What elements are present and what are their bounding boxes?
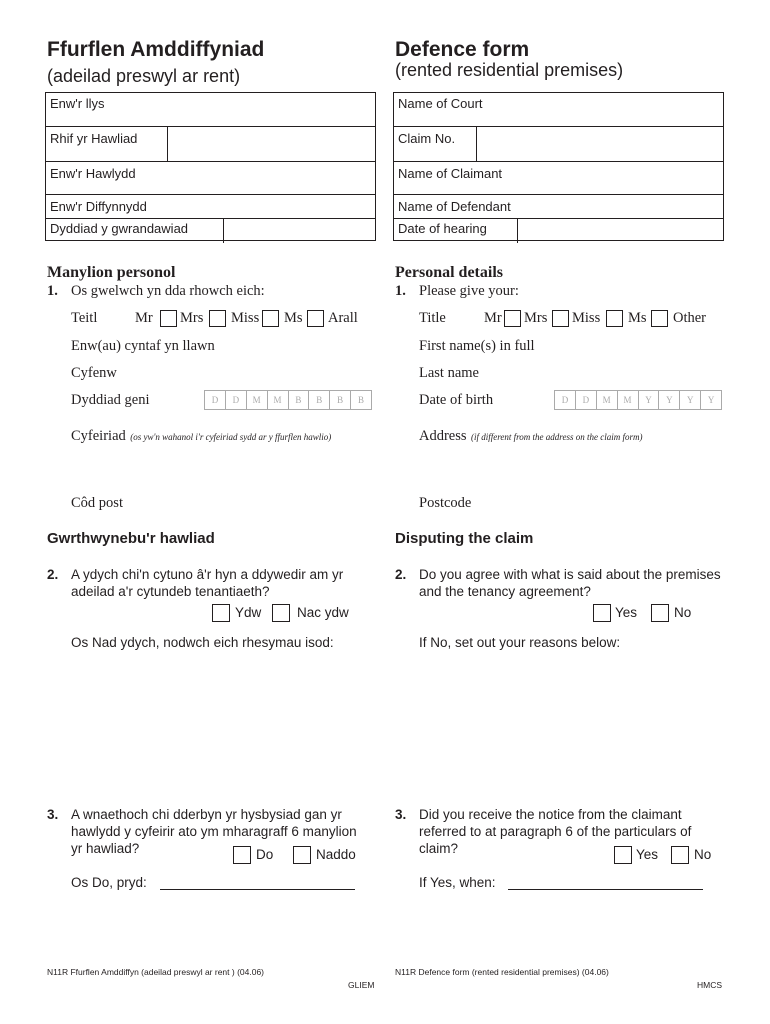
question-3-line-2: referred to at paragraph 6 of the particulars of [419, 824, 692, 839]
welsh-claimant-label: Enw'r Hawlydd [50, 166, 136, 181]
welsh-claimant-row[interactable] [46, 161, 375, 195]
welsh-case-details-table [45, 92, 376, 241]
dob-label: Date of birth [419, 392, 494, 408]
dob-month-cell: M [618, 391, 639, 409]
dob-day-cell: D [226, 391, 247, 409]
welsh-form-title: Ffurflen Amddiffyniad [47, 38, 265, 61]
welsh-form-reference: N11R Ffurflen Amddiffyn (adeilad preswyl ar rent ) (04.06) [47, 967, 265, 977]
title-ms-label: Ms [628, 310, 647, 326]
dob-day-cell: D [555, 391, 576, 409]
welsh-personal-details-heading: Manylion personol [47, 264, 176, 281]
welsh-q2-no-label: Nac ydw [297, 605, 349, 620]
welsh-q2-yes-checkbox[interactable] [212, 604, 230, 622]
welsh-when-input[interactable] [160, 889, 355, 890]
claimant-name-label: Name of Claimant [398, 166, 503, 181]
welsh-defendant-label: Enw'r Diffynnydd [50, 199, 147, 214]
welsh-title-miss-label: Miss [231, 310, 260, 326]
welsh-question-3-line-2: hawlydd y cyfeirir ato ym mharagraff 6 manylion [71, 824, 357, 839]
welsh-reasons-label: Os Nad ydych, nodwch eich rhesymau isod: [71, 635, 334, 650]
welsh-hearing-date-label: Dyddiad y gwrandawiad [50, 221, 189, 236]
question-number: 2. [395, 567, 407, 582]
welsh-title-mrs-checkbox[interactable] [209, 310, 226, 327]
personal-details-heading: Personal details [395, 264, 503, 281]
welsh-question-1: Os gwelwch yn dda rhowch eich: [71, 283, 265, 299]
welsh-title-label: Teitl [71, 310, 98, 326]
title-other-label: Other [673, 310, 707, 326]
question-1: Please give your: [419, 283, 519, 299]
address-note: (if different from the address on the claim form) [470, 432, 643, 442]
welsh-when-label: Os Do, pryd: [71, 875, 147, 890]
welsh-address-note: (os yw'n wahanol i'r cyfeiriad sydd ar y ffurflen hawlio) [130, 432, 332, 442]
claim-no-field[interactable] [477, 127, 723, 162]
welsh-q3-yes-label: Do [256, 847, 274, 862]
q2-yes-checkbox[interactable] [593, 604, 611, 622]
first-names-label: First name(s) in full [419, 338, 535, 354]
when-input[interactable] [508, 889, 703, 890]
court-name-row[interactable] [394, 93, 723, 126]
hearing-date-field[interactable] [518, 219, 723, 243]
question-2-line-1: Do you agree with what is said about the premises [419, 567, 721, 582]
question-3-line-3: claim? [419, 841, 459, 856]
reasons-label: If No, set out your reasons below: [419, 635, 621, 650]
court-name-label: Name of Court [398, 96, 483, 111]
welsh-hearing-date-field[interactable] [224, 219, 375, 243]
when-label: If Yes, when: [419, 875, 496, 890]
question-number: 3. [395, 807, 407, 822]
dob-year-cell: Y [680, 391, 701, 409]
dob-year-cell: Y [659, 391, 680, 409]
title-ms-checkbox[interactable] [651, 310, 668, 327]
dob-month-cell: M [247, 391, 268, 409]
welsh-question-3-line-1: A wnaethoch chi dderbyn yr hysbysiad gan yr [71, 807, 342, 822]
welsh-title-miss-checkbox[interactable] [262, 310, 279, 327]
q3-yes-label: Yes [636, 847, 659, 862]
welsh-claim-no-label: Rhif yr Hawliad [50, 131, 138, 146]
title-mrs-label: Mrs [524, 310, 548, 326]
welsh-q3-no-label: Naddo [316, 847, 356, 862]
last-name-label: Last name [419, 365, 479, 381]
dob-day-cell: D [205, 391, 226, 409]
welsh-title-ms-label: Ms [284, 310, 303, 326]
dob-year-cell: Y [639, 391, 660, 409]
welsh-form-subtitle: (adeilad preswyl ar rent) [47, 66, 241, 86]
claim-no-label: Claim No. [398, 131, 456, 146]
welsh-question-3-line-3: yr hawliad? [71, 841, 140, 856]
defendant-name-label: Name of Defendant [398, 199, 511, 214]
defendant-name-row[interactable] [394, 194, 723, 219]
q2-no-checkbox[interactable] [651, 604, 669, 622]
welsh-dispute-heading: Gwrthwynebu'r hawliad [47, 530, 215, 547]
q2-no-label: No [674, 605, 692, 620]
welsh-question-number: 3. [47, 807, 59, 822]
dob-month-cell: M [268, 391, 289, 409]
dob-year-cell: B [330, 391, 351, 409]
claimant-name-row[interactable] [394, 161, 723, 195]
welsh-title-mr-checkbox[interactable] [160, 310, 177, 327]
welsh-question-2-line-2: adeilad a'r cytundeb tenantiaeth? [71, 584, 270, 599]
welsh-dob-input[interactable] [204, 390, 372, 410]
title-mrs-checkbox[interactable] [552, 310, 569, 327]
welsh-defendant-row[interactable] [46, 194, 375, 219]
welsh-last-name-label: Cyfenw [71, 365, 117, 381]
dispute-heading: Disputing the claim [395, 530, 534, 547]
welsh-address-label: Cyfeiriad [71, 428, 126, 444]
welsh-title-mrs-label: Mrs [180, 310, 204, 326]
welsh-court-row[interactable] [46, 93, 375, 126]
q3-no-checkbox[interactable] [671, 846, 689, 864]
hmcs-label: HMCS [697, 980, 723, 990]
english-form-title: Defence form [395, 38, 530, 61]
title-label: Title [419, 310, 446, 326]
question-2-line-2: and the tenancy agreement? [419, 584, 591, 599]
q3-no-label: No [694, 847, 712, 862]
hearing-date-label: Date of hearing [398, 221, 487, 236]
form-reference: N11R Defence form (rented residential premises) (04.06) [395, 967, 609, 977]
dob-year-cell: B [358, 395, 365, 405]
dob-year-cell: B [309, 391, 330, 409]
welsh-title-ms-checkbox[interactable] [307, 310, 324, 327]
dob-month-cell: M [597, 391, 618, 409]
address-label: Address [419, 428, 467, 444]
welsh-question-2-line-1: A ydych chi'n cytuno â'r hyn a ddywedir am yr [71, 567, 344, 582]
claim-no-row [394, 126, 723, 162]
dob-year-cell: B [289, 391, 310, 409]
dob-input[interactable] [554, 390, 722, 410]
title-mr-label: Mr [484, 310, 502, 326]
postcode-label: Postcode [419, 495, 472, 511]
title-miss-label: Miss [572, 310, 601, 326]
hearing-date-row [394, 218, 723, 243]
welsh-claim-no-row [46, 126, 375, 162]
dob-year-cell: Y [707, 395, 715, 405]
welsh-question-number: 1. [47, 283, 58, 299]
welsh-court-label: Enw'r llys [50, 96, 105, 111]
welsh-q3-no-checkbox[interactable] [293, 846, 311, 864]
welsh-dob-label: Dyddiad geni [71, 392, 150, 408]
welsh-postcode-label: Côd post [71, 495, 123, 511]
welsh-title-other-label: Arall [328, 310, 358, 326]
welsh-hearing-date-row [46, 218, 375, 243]
welsh-question-number: 2. [47, 567, 59, 582]
welsh-claim-no-field[interactable] [168, 127, 375, 162]
welsh-q2-no-checkbox[interactable] [272, 604, 290, 622]
title-mr-checkbox[interactable] [504, 310, 521, 327]
question-number: 1. [395, 283, 406, 299]
question-3-line-1: Did you receive the notice from the claimant [419, 807, 682, 822]
english-case-details-table [393, 92, 724, 241]
dob-day-cell: D [576, 391, 597, 409]
footer-center-code: GLIEM [348, 980, 375, 990]
address-group [419, 427, 642, 445]
welsh-title-mr-label: Mr [135, 310, 153, 326]
welsh-first-names-label: Enw(au) cyntaf yn llawn [71, 338, 215, 354]
q3-yes-checkbox[interactable] [614, 846, 632, 864]
title-miss-checkbox[interactable] [606, 310, 623, 327]
english-form-subtitle: (rented residential premises) [395, 60, 624, 80]
welsh-address-group [71, 427, 331, 445]
q2-yes-label: Yes [615, 605, 638, 620]
welsh-q3-yes-checkbox[interactable] [233, 846, 251, 864]
welsh-q2-yes-label: Ydw [235, 605, 262, 620]
